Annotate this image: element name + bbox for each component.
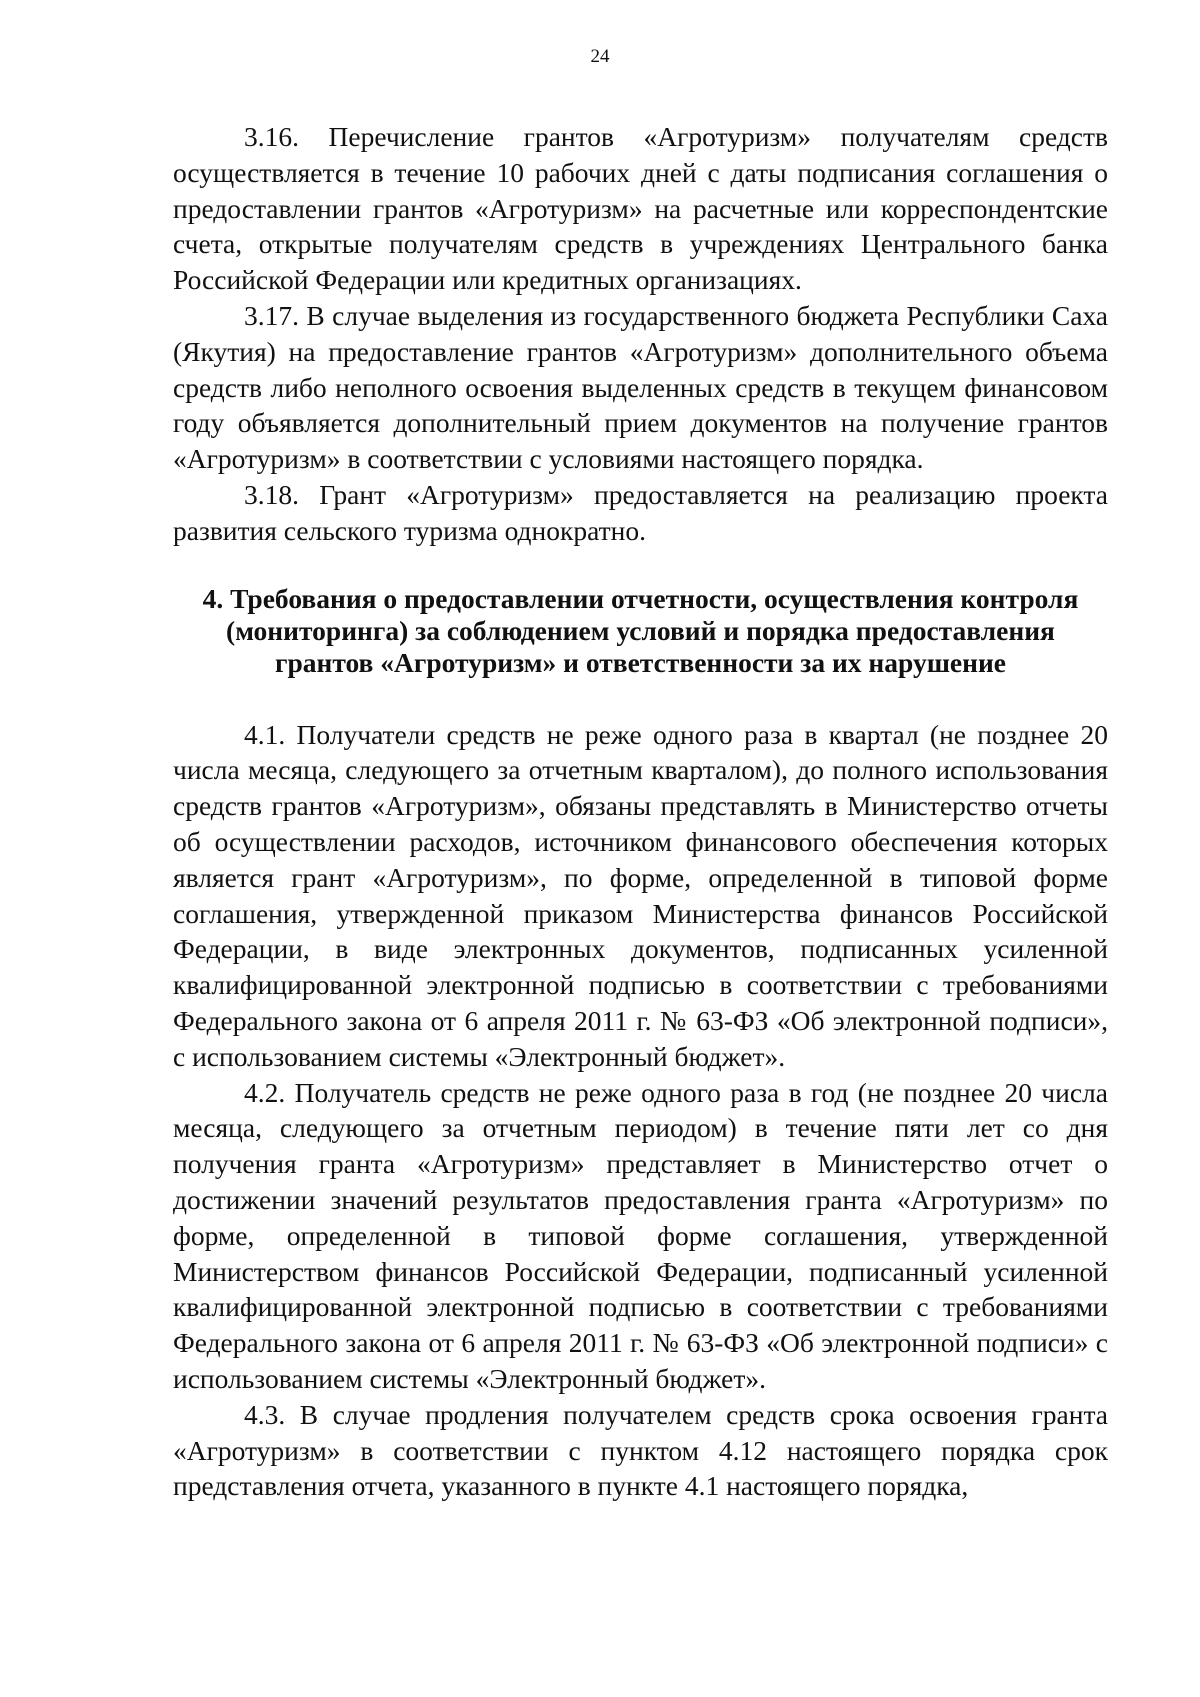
paragraph-3-18: 3.18. Грант «Агротуризм» предоставляется на реализацию проекта развития сельского туризма однократно. <box>173 478 1108 546</box>
section-spacer <box>173 679 1108 717</box>
section-4-heading-line-3: грантов «Агротуризм» и ответственности за их нарушение <box>274 646 1007 678</box>
section-4-heading-line-1: 4. Требования о предоставлении отчетности, осуществления контроля <box>202 582 1079 614</box>
section-4-heading-line-2: (мониторинга) за соблюдением условий и порядка предоставления <box>226 614 1055 646</box>
paragraph-4-2: 4.2. Получатель средств не реже одного раза в год (не позднее 20 числа месяца, следующего за отчетным периодом) в течение пяти лет со дня получения гранта «Агротуризм» представляет в Министерство отчет о достижении значений результатов предоставления гранта «Агротуризм» по форме, определенной в типовой форме соглашения, утвержденной Министерством финансов Российской Федерации, подписанный усиленной квалифицированной электронной подписью в соответствии с требованиями Федерального закона от 6 апреля 2011 г. № 63-ФЗ «Об электронной подписи» с использованием системы «Электронный бюджет». <box>173 1076 1108 1394</box>
section-4-heading <box>173 583 1108 679</box>
document-body <box>173 119 1108 1504</box>
page-number: 24 <box>590 46 610 67</box>
paragraph-3-17: 3.17. В случае выделения из государственного бюджета Республики Саха (Якутия) на предоставление грантов «Агротуризм» дополнительного объема средств либо неполного освоения выделенных средств в текущем финансовом году объявляется дополнительный прием документов на получение грантов «Агротуризм» в соответствии с условиями настоящего порядка. <box>173 299 1108 475</box>
section-spacer <box>173 549 1108 583</box>
paragraph-4-3: 4.3. В случае продления получателем средств срока освоения гранта «Агротуризм» в соответствии с пунктом 4.12 настоящего порядка срок представления отчета, указанного в пункте 4.1 настоящего порядка, <box>173 1398 1108 1502</box>
paragraph-3-16: 3.16. Перечисление грантов «Агротуризм» получателям средств осуществляется в течение 10 рабочих дней с даты подписания соглашения о предоставлении грантов «Агротуризм» на расчетные или корреспондентские счета, открытые получателям средств в учреждениях Центрального банка Российской Федерации или кредитных организациях. <box>173 121 1108 296</box>
paragraph-4-1: 4.1. Получатели средств не реже одного раза в квартал (не позднее 20 числа месяца, следующего за отчетным кварталом), до полного использования средств грантов «Агротуризм», обязаны представлять в Министерство отчеты об осуществлении расходов, источником финансового обеспечения которых является грант «Агротуризм», по форме, определенной в типовой форме соглашения, утвержденной приказом Министерства финансов Российской Федерации, в виде электронных документов, подписанных усиленной квалифицированной электронной подписью в соответствии с требованиями Федерального закона от 6 апреля 2011 г. № 63-ФЗ «Об электронной подписи», с использованием системы «Электронный бюджет». <box>173 718 1108 1072</box>
